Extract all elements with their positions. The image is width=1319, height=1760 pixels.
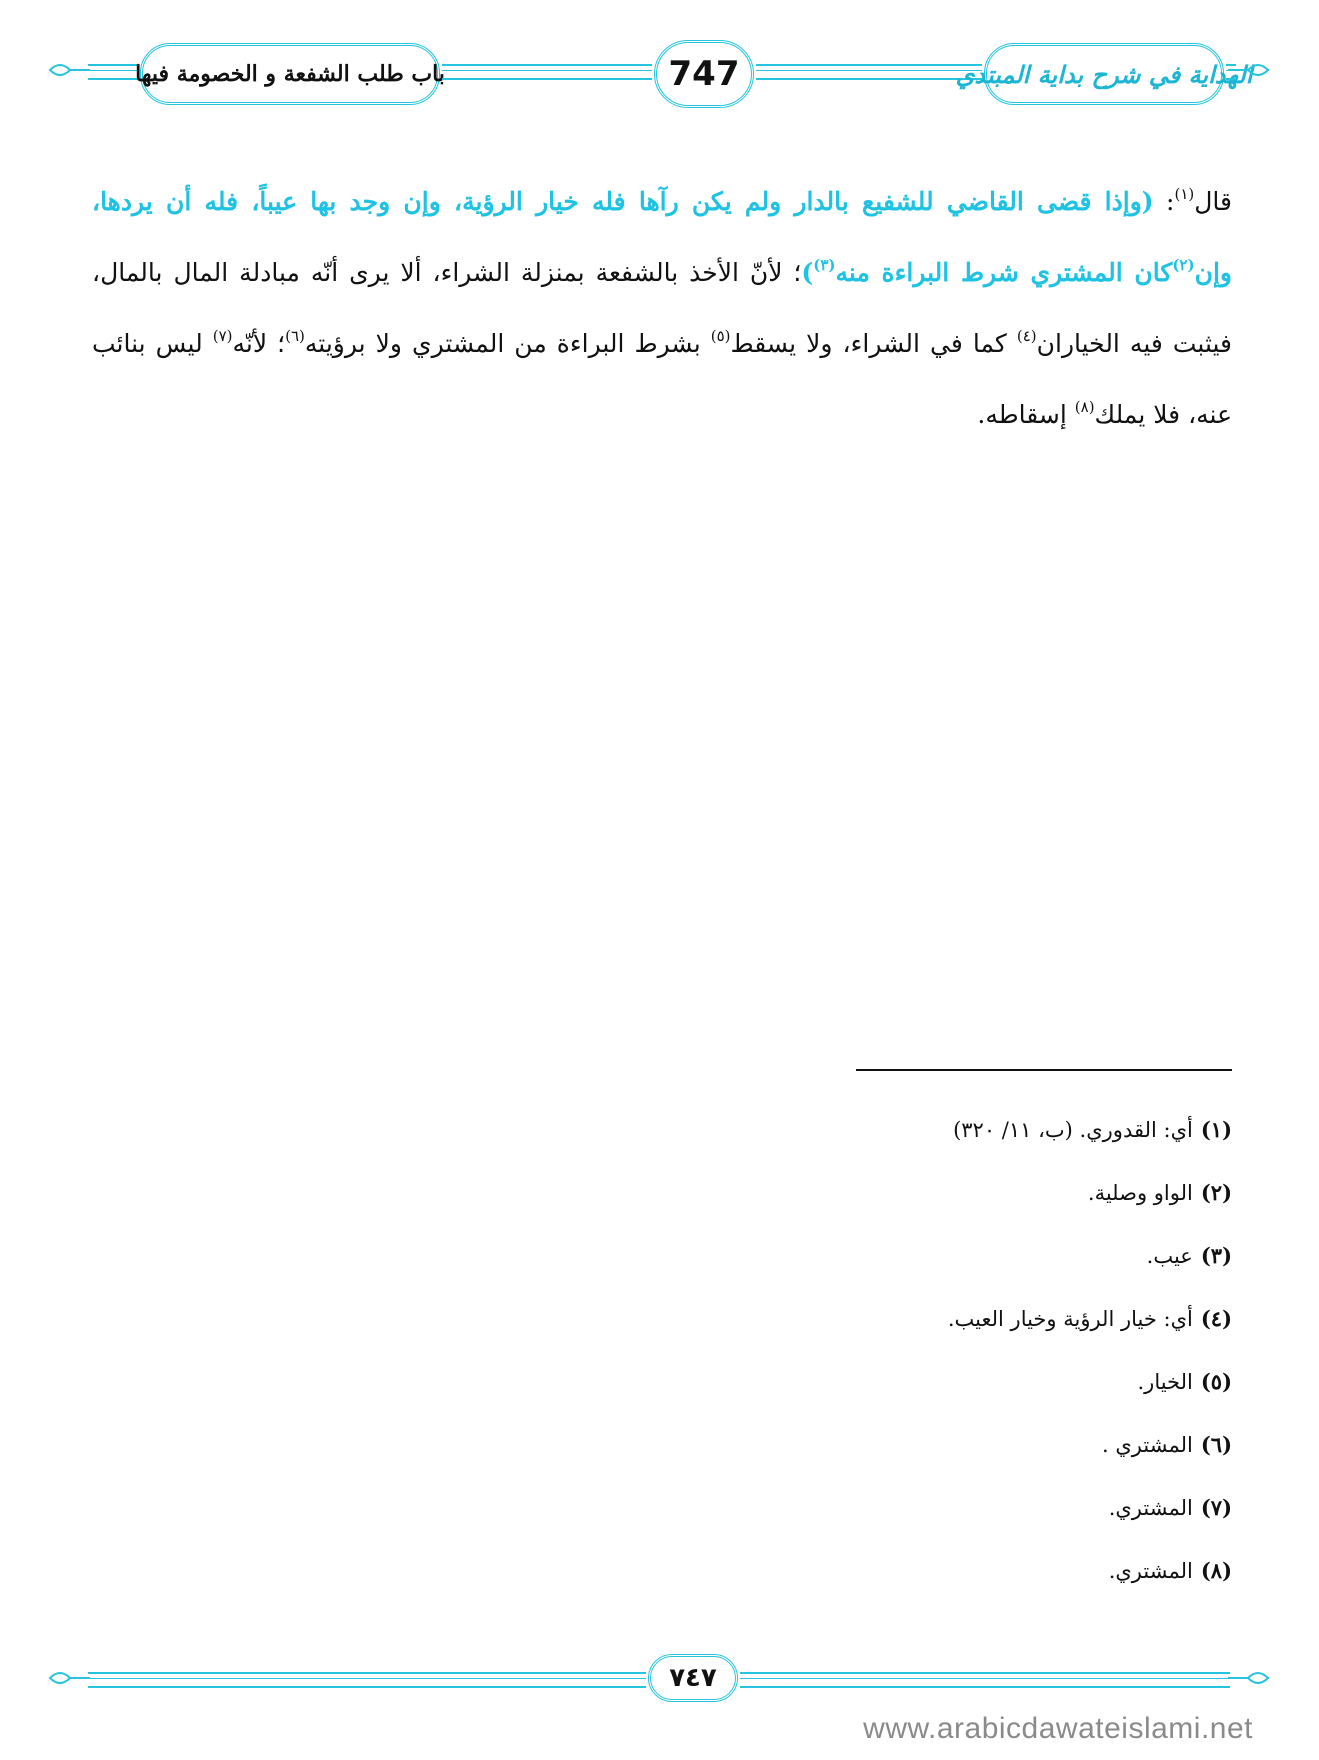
website-watermark: www.arabicdawateislami.net: [863, 1712, 1253, 1745]
footnote-number: (٥): [1200, 1369, 1232, 1394]
footnote-ref[interactable]: ( $^٨$ ): [1075, 398, 1095, 416]
footnote-item: [600, 1476, 1232, 1539]
page-footer: [48, 1654, 1270, 1704]
main-paragraph: [92, 168, 1232, 452]
footer-page-number: ٧٤٧: [669, 1663, 717, 1693]
footnote-number: (٢): [1200, 1180, 1232, 1205]
ornament-icon: [1228, 1668, 1270, 1688]
footnote-number: (٧): [1200, 1495, 1232, 1520]
text-segment: قال: [1194, 187, 1232, 216]
footnote-text: أي: خيار الرؤية وخيار العيب.: [947, 1307, 1193, 1331]
footnote-item: [600, 1161, 1232, 1224]
footnote-ref[interactable]: ( $^٧$ ): [213, 327, 233, 345]
chapter-title: باب طلب الشفعة و الخصومة فيها: [135, 61, 445, 87]
footnote-item: [600, 1539, 1232, 1602]
footnote-text: الخيار.: [1137, 1370, 1193, 1394]
ornament-icon: [48, 1668, 90, 1688]
footnote-text: عيب.: [1146, 1244, 1193, 1268]
footnote-number: (٨): [1200, 1558, 1232, 1583]
footnote-item: [600, 1098, 1232, 1161]
footnote-ref[interactable]: ( $^١$ ): [1174, 185, 1194, 203]
highlighted-text: ): [801, 258, 814, 287]
footnote-ref[interactable]: ( $^٤$ ): [1017, 327, 1037, 345]
footer-page-number-frame: [648, 1654, 738, 1702]
text-segment: ؛ لأنّه: [232, 329, 286, 358]
text-segment: ؛ لأنّ الأخذ بالشفعة بمنزلة الشراء، ألا يرى أنّه مبادلة المال بالمال، فيثبت فيه الخياران: [92, 258, 1232, 358]
footnote-text: المشتري .: [1102, 1433, 1193, 1457]
footnotes-list: [600, 1098, 1232, 1602]
footnote-separator: [856, 1069, 1232, 1071]
highlighted-text: كان المشتري شرط البراءة منه: [835, 258, 1173, 287]
footnote-item: [600, 1413, 1232, 1476]
book-title-frame: [955, 43, 1253, 105]
ornament-icon: [1228, 60, 1270, 80]
footnote-number: (٦): [1200, 1432, 1232, 1457]
footnote-number: (٤): [1200, 1306, 1232, 1331]
page-number-frame: [654, 40, 754, 108]
ornament-icon: [48, 60, 90, 80]
text-segment: :: [1153, 187, 1175, 216]
footnote-ref[interactable]: ( $^٣$ ): [813, 256, 835, 274]
footnote-item: [600, 1224, 1232, 1287]
page-number: 747: [668, 54, 740, 94]
footnote-item: [600, 1287, 1232, 1350]
footnote-ref[interactable]: ( $^٥$ ): [711, 327, 731, 345]
footnote-ref[interactable]: ( $^٦$ ): [285, 327, 305, 345]
highlighted-text: (وإذا قضى القاضي للشفيع بالدار ولم يكن رآها فله خيار الرؤية، وإن وجد بها عيباً، فله أن يردها، وإن: [92, 187, 1232, 287]
footnote-item: [600, 1350, 1232, 1413]
footnote-text: أي: القدوري. (ب، ١١/ ٣٢٠): [953, 1118, 1193, 1142]
footnote-text: المشتري.: [1108, 1496, 1193, 1520]
chapter-title-frame: [135, 43, 445, 105]
footnote-number: (١): [1200, 1117, 1232, 1142]
footnote-ref[interactable]: ( $^٢$ ): [1172, 256, 1194, 274]
footnote-text: الواو وصلية.: [1087, 1181, 1193, 1205]
text-segment: إسقاطه.: [977, 400, 1075, 429]
text-segment: ليس بنائب عنه، فلا يملك: [92, 329, 1232, 429]
book-title: الهداية في شرح بداية المبتدي: [955, 59, 1253, 89]
text-segment: كما في الشراء، ولا يسقط: [730, 329, 1017, 358]
page-header: [48, 40, 1270, 122]
text-segment: بشرط البراءة من المشتري ولا برؤيته: [304, 329, 711, 358]
footnote-number: (٣): [1200, 1243, 1232, 1268]
footnote-text: المشتري.: [1108, 1559, 1193, 1583]
